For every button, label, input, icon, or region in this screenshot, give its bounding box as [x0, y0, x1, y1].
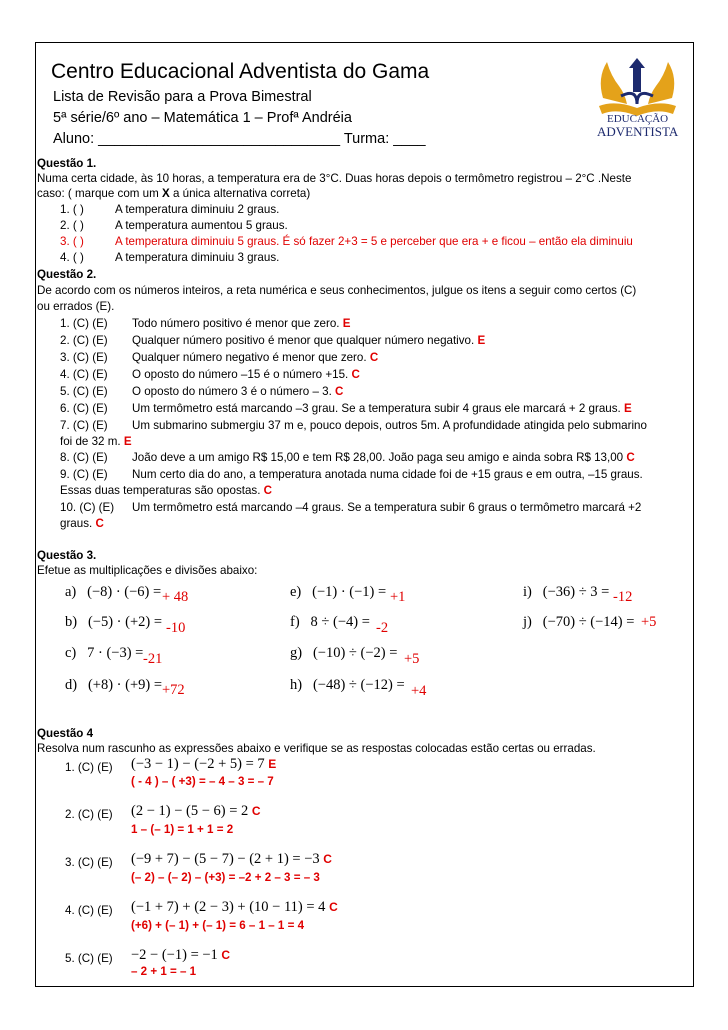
q1-item-1-text: A temperatura diminuiu 2 graus. — [115, 203, 280, 216]
q2-item-7-cont: foi de 32 m. E — [60, 435, 132, 448]
q3-d: d) (+8) · (+9) = — [65, 677, 163, 693]
q4-item-5-expr: −2 − (−1) = −1 C — [131, 947, 231, 963]
q2-item-2: Qualquer número positivo é menor que qualquer número negativo. E — [132, 334, 486, 347]
q2-item-9-num: 9. (C) (E) — [60, 468, 108, 481]
q4-item-1-expr: (−3 − 1) − (−2 + 5) = 7 E — [131, 756, 277, 772]
q4-item-4-num: 4. (C) (E) — [65, 904, 113, 917]
q1-item-2-text: A temperatura aumentou 5 graus. — [115, 219, 288, 232]
q2-item-6-num: 6. (C) (E) — [60, 402, 108, 415]
q3-a-answer: + 48 — [162, 589, 189, 605]
q4-stem: Resolva num rascunho as expressões abaixo e verifique se as respostas colocadas estão certas ou erradas. — [37, 742, 596, 755]
q2-item-9-cont: Essas duas temperaturas são opostas. C — [60, 484, 273, 497]
q2-stem-1: De acordo com os números inteiros, a reta numérica e seus conhecimentos, julgue os itens a seguir como certos (C) — [37, 284, 637, 297]
q3-g: g) (−10) ÷ (−2) = — [290, 645, 398, 661]
q3-e-answer: +1 — [390, 589, 406, 605]
q1-item-4-num: 4. ( ) — [60, 251, 84, 264]
q2-item-4-num: 4. (C) (E) — [60, 368, 108, 381]
q4-item-3-expr: (−9 + 7) − (5 − 7) − (2 + 1) = −3 C — [131, 851, 332, 867]
q3-a: a) (−8) · (−6) = — [65, 584, 162, 600]
q2-item-4: O oposto do número –15 é o número +15. C — [132, 368, 360, 381]
q2-item-7: Um submarino submergiu 37 m e, pouco depois, outros 5m. A profundidade atingida pelo submarino — [132, 419, 647, 432]
q3-e: e) (−1) · (−1) = — [290, 584, 387, 600]
subtitle: Lista de Revisão para a Prova Bimestral — [53, 89, 312, 105]
q2-item-3-num: 3. (C) (E) — [60, 351, 108, 364]
q3-g-answer: +5 — [404, 651, 420, 667]
q3-stem: Efetue as multiplicações e divisões abaixo: — [37, 564, 258, 577]
q3-j-answer: +5 — [641, 614, 657, 630]
course-line: 5ª série/6º ano – Matemática 1 – Profª Andréia — [53, 110, 352, 126]
q2-title: Questão 2. — [37, 268, 97, 281]
adventist-logo — [585, 48, 690, 140]
q4-item-1-num: 1. (C) (E) — [65, 761, 113, 774]
q4-item-3-work: (– 2) – (– 2) – (+3) = –2 + 2 – 3 = – 3 — [131, 871, 320, 884]
q1-title: Questão 1. — [37, 157, 97, 170]
q2-item-1: Todo número positivo é menor que zero. E — [132, 317, 351, 330]
q3-title: Questão 3. — [37, 549, 97, 562]
q1-item-2-num: 2. ( ) — [60, 219, 84, 232]
q3-c: c) 7 · (−3) = — [65, 645, 144, 661]
q3-i-answer: -12 — [613, 589, 633, 605]
q1-item-3-num: 3. ( ) — [60, 235, 84, 248]
q2-item-3: Qualquer número negativo é menor que zero. C — [132, 351, 379, 364]
q2-item-8-num: 8. (C) (E) — [60, 451, 108, 464]
q1-item-3-text: A temperatura diminuiu 5 graus. É só fazer 2+3 = 5 e perceber que era + e ficou – então ela diminuiu — [115, 235, 633, 248]
q2-item-9: Num certo dia do ano, a temperatura anotada numa cidade foi de +15 graus e em outra, –15 graus. — [132, 468, 643, 481]
q3-h: h) (−48) ÷ (−12) = — [290, 677, 405, 693]
q3-c-answer: -21 — [143, 651, 163, 667]
q2-item-2-num: 2. (C) (E) — [60, 334, 108, 347]
q2-item-8: João deve a um amigo R$ 15,00 e tem R$ 28,00. João paga seu amigo e ainda sobra R$ 13,00 C — [132, 451, 635, 464]
q1-item-1-num: 1. ( ) — [60, 203, 84, 216]
q3-j: j) (−70) ÷ (−14) = — [523, 614, 635, 630]
q4-item-5-num: 5. (C) (E) — [65, 952, 113, 965]
q3-h-answer: +4 — [411, 683, 427, 699]
student-line: Aluno: ______________________________ Turma: ____ — [53, 131, 426, 147]
q1-item-4-text: A temperatura diminuiu 3 graus. — [115, 251, 280, 264]
logo-line1: EDUCAÇÃO — [607, 113, 669, 125]
q2-item-10: Um termômetro está marcando –4 graus. Se a temperatura subir 6 graus o termômetro marcará +2 — [132, 501, 642, 514]
logo-line2: ADVENTISTA — [597, 124, 679, 139]
q2-item-6: Um termômetro está marcando –3 grau. Se a temperatura subir 4 graus ele marcará + 2 graus. E — [132, 402, 632, 415]
q1-stem-1: Numa certa cidade, às 10 horas, a temperatura era de 3°C. Duas horas depois o termômetro registrou – 2°C .Neste — [37, 172, 632, 185]
q3-d-answer: +72 — [162, 682, 185, 698]
q4-item-2-expr: (2 − 1) − (5 − 6) = 2 C — [131, 803, 261, 819]
q3-i: i) (−36) ÷ 3 = — [523, 584, 610, 600]
q4-item-1-work: ( - 4 ) – ( +3) = – 4 – 3 = – 7 — [131, 775, 274, 788]
q3-f-answer: -2 — [376, 620, 389, 636]
q3-b-answer: -10 — [166, 620, 186, 636]
q4-item-2-work: 1 – (– 1) = 1 + 1 = 2 — [131, 823, 234, 836]
q2-item-5: O oposto do número 3 é o número – 3. C — [132, 385, 344, 398]
q4-item-2-num: 2. (C) (E) — [65, 808, 113, 821]
q3-b: b) (−5) · (+2) = — [65, 614, 163, 630]
school-name: Centro Educacional Adventista do Gama — [51, 60, 430, 83]
q2-item-10-cont: graus. C — [60, 517, 104, 530]
q2-stem-2: ou errados (E). — [37, 300, 115, 313]
q2-item-10-num: 10. (C) (E) — [60, 501, 115, 514]
q2-item-1-num: 1. (C) (E) — [60, 317, 108, 330]
q4-item-4-work: (+6) + (– 1) + (– 1) = 6 – 1 – 1 = 4 — [131, 919, 305, 932]
q1-stem-2: caso: ( marque com um X a única alternativa correta) — [37, 187, 311, 200]
q4-title: Questão 4 — [37, 727, 94, 740]
q3-f: f) 8 ÷ (−4) = — [290, 614, 370, 630]
q4-item-3-num: 3. (C) (E) — [65, 856, 113, 869]
q2-item-5-num: 5. (C) (E) — [60, 385, 108, 398]
q4-item-4-expr: (−1 + 7) + (2 − 3) + (10 − 11) = 4 C — [131, 899, 338, 915]
q4-item-5-work: – 2 + 1 = – 1 — [131, 965, 197, 978]
q2-item-7-num: 7. (C) (E) — [60, 419, 108, 432]
